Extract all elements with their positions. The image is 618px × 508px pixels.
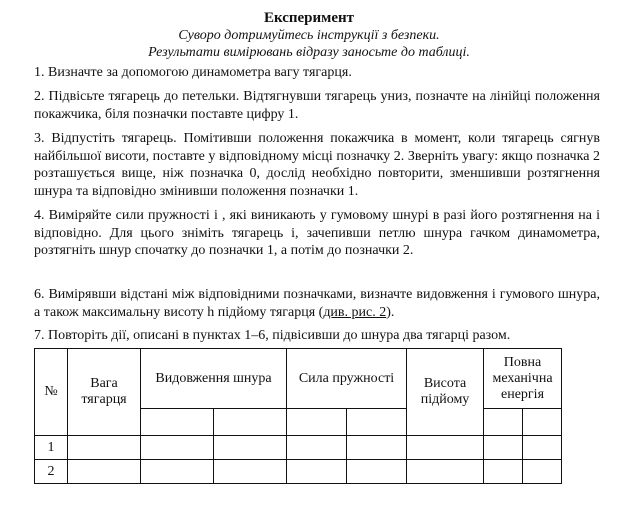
table-row	[35, 436, 562, 460]
column-header-elongation: Видовження шнура	[141, 349, 287, 409]
subheader-cell	[141, 409, 214, 436]
table-cell[interactable]	[68, 460, 141, 484]
results-instruction: Результати вимірювань відразу заносьте до таблиці.	[148, 45, 470, 60]
step-6-text-end: ).	[386, 304, 395, 320]
step-4: 4. Виміряйте сили пружності і , які виникають у гумовому шнурі в разі його розтягнення на і відповідно. Для цього зніміть тягарець і, зачепивши петлю шнура гачком динамометра, розтягніть шнур спочатку до позначки 1, а потім до позначки 2.	[34, 208, 600, 258]
table-cell[interactable]	[287, 460, 347, 484]
subheader-cell	[214, 409, 287, 436]
step-1: 1. Визначте за допомогою динамометра вагу тягарця.	[34, 65, 352, 80]
step-6	[34, 286, 600, 321]
table-cell[interactable]	[347, 460, 407, 484]
table-cell[interactable]	[523, 460, 562, 484]
row-number: 1	[35, 436, 68, 460]
step-3: 3. Відпустіть тягарець. Помітивши положення покажчика в момент, коли тягарець сягнув найбільшої висоти, поставте у відповідному місці позначку 2. Зверніть увагу: якщо позначка 2 розташується вище, ніж позначка 0, дослід необхідно повторити, зменшивши розтягнення шнура та відповідно змінивши положення позначки 1.	[34, 131, 600, 199]
table-cell[interactable]	[484, 460, 523, 484]
document-title: Експеримент	[263, 10, 355, 26]
table-cell[interactable]	[484, 436, 523, 460]
results-table	[34, 348, 562, 484]
subheader-cell	[347, 409, 407, 436]
table-cell[interactable]	[407, 460, 484, 484]
table-cell[interactable]	[347, 436, 407, 460]
subheader-cell	[523, 409, 562, 436]
table-cell[interactable]	[68, 436, 141, 460]
column-header-weight: Вага тягарця	[68, 349, 141, 436]
column-header-number: №	[35, 349, 68, 436]
safety-instruction: Суворо дотримуйтесь інструкції з безпеки.	[178, 28, 440, 43]
table-cell[interactable]	[141, 436, 214, 460]
step-7: 7. Повторіть дії, описані в пунктах 1–6, підвісивши до шнура два тягарці разом.	[34, 328, 511, 343]
column-header-force: Сила пружності	[287, 349, 407, 409]
column-header-energy: Повна механічна енергія	[484, 349, 562, 409]
table-row	[35, 460, 562, 484]
column-header-height: Висота підйому	[407, 349, 484, 436]
subheader-cell	[287, 409, 347, 436]
table-cell[interactable]	[523, 436, 562, 460]
subheader-cell	[484, 409, 523, 436]
table-cell[interactable]	[214, 460, 287, 484]
table-cell[interactable]	[214, 436, 287, 460]
step-2: 2. Підвісьте тягарець до петельки. Відтягнувши тягарець униз, позначте на лінійці положення покажчика, біля позначки поставте цифру 1.	[34, 89, 600, 122]
table-cell[interactable]	[287, 436, 347, 460]
step-6-text: 6. Вимірявши відстані між відповідними позначками, визначте видовження і гумового шнура, а також максимальну висоту h підйому тягарця (	[34, 287, 600, 320]
figure-reference-link[interactable]: див. рис. 2	[323, 304, 387, 320]
table-cell[interactable]	[407, 436, 484, 460]
table-cell[interactable]	[141, 460, 214, 484]
row-number: 2	[35, 460, 68, 484]
